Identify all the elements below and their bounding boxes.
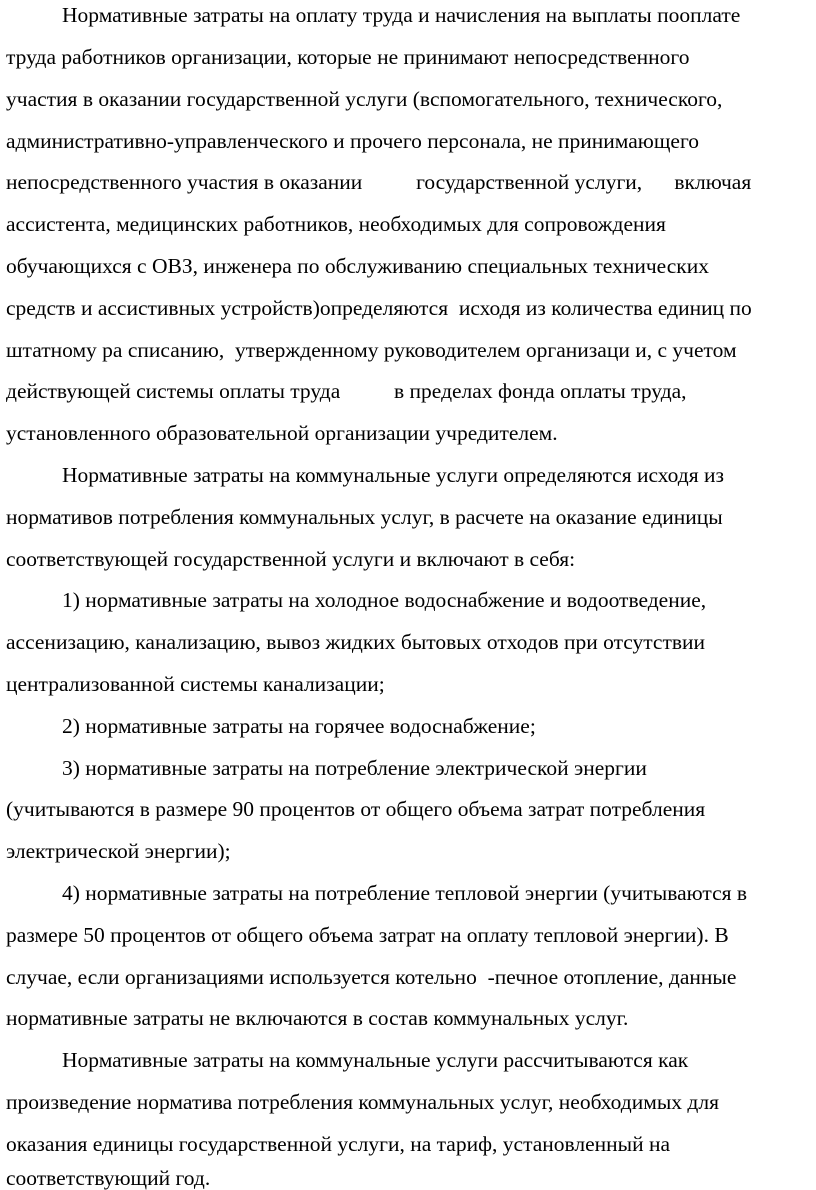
paragraph-3-line-2: произведение норматива потребления коммунальных услуг, необходимых для — [6, 1090, 719, 1114]
list-item-4-line-4: нормативные затраты не включаются в состав коммунальных услуг. — [6, 1006, 629, 1030]
list-item-1-line-1: 1) нормативные затраты на холодное водоснабжение и водоотведение, — [62, 588, 707, 612]
list-item-1-line-2: ассенизацию, канализацию, вывоз жидких бытовых отходов при отсутствии — [6, 630, 706, 654]
paragraph-1-line-9: штатному ра списанию, утвержденному руководителем организаци и, с учетом — [6, 338, 737, 362]
paragraph-1-line-3: участия в оказании государственной услуги (вспомогательного, технического, — [6, 87, 723, 111]
paragraph-1-line-11: установленного образовательной организации учредителем. — [6, 421, 558, 445]
list-item-3-line-2: (учитываются в размере 90 процентов от общего объема затрат потребления — [6, 797, 706, 821]
paragraph-3-line-3: оказания единицы государственной услуги, на тариф, установленный на — [6, 1132, 671, 1156]
list-item-2-line-1: 2) нормативные затраты на горячее водоснабжение; — [62, 714, 536, 738]
paragraph-3-line-4: соответствующий год. — [6, 1166, 211, 1190]
paragraph-2-line-2: нормативов потребления коммунальных услуг, в расчете на оказание единицы — [6, 505, 723, 529]
paragraph-1-line-5: непосредственного участия в оказании государственной услуги, включая — [6, 170, 752, 194]
list-item-4-line-1: 4) нормативные затраты на потребление тепловой энергии (учитываются в — [62, 881, 748, 905]
paragraph-1-line-4: административно-управленческого и прочего персонала, не принимающего — [6, 129, 699, 153]
paragraph-2-line-3: соответствующей государственной услуги и включают в себя: — [6, 547, 576, 571]
paragraph-1-line-7: обучающихся с ОВЗ, инженера по обслуживанию специальных технических — [6, 254, 709, 278]
paragraph-1-line-10: действующей системы оплаты труда в пределах фонда оплаты труда, — [6, 379, 687, 403]
list-item-3-line-1: 3) нормативные затраты на потребление электрической энергии — [62, 756, 647, 780]
list-item-4-line-3: случае, если организациями используется котельно -печное отопление, данные — [6, 965, 737, 989]
paragraph-1-line-8: средств и ассистивных устройств)определяются исходя из количества единиц по — [6, 296, 752, 320]
paragraph-2-line-1: Нормативные затраты на коммунальные услуги определяются исходя из — [62, 463, 724, 487]
list-item-3-line-3: электрической энергии); — [6, 839, 231, 863]
paragraph-1-line-1: Нормативные затраты на оплату труда и начисления на выплаты пооплате — [62, 3, 741, 27]
paragraph-1-line-6: ассистента, медицинских работников, необходимых для сопровождения — [6, 212, 666, 236]
paragraph-3-line-1: Нормативные затраты на коммунальные услуги рассчитываются как — [62, 1048, 689, 1072]
list-item-1-line-3: централизованной системы канализации; — [6, 672, 385, 696]
list-item-4-line-2: размере 50 процентов от общего объема затрат на оплату тепловой энергии). В — [6, 923, 729, 947]
paragraph-1-line-2: труда работников организации, которые не принимают непосредственного — [6, 45, 690, 69]
